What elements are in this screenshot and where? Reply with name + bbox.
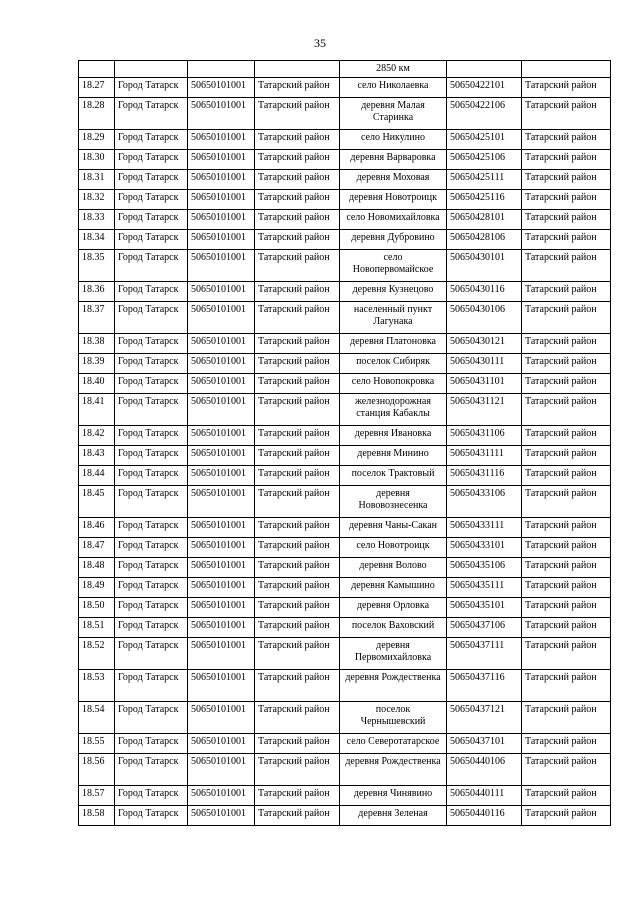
cell-district: Татарский район [255,426,340,446]
cell-city: Город Татарск [115,78,188,98]
page-number: 35 [314,36,326,50]
table-row [79,806,611,826]
cell-region: Татарский район [522,598,611,618]
cell-settlement: населенный пункт Лагунака [340,302,447,334]
cell-code: 50650437116 [447,670,522,702]
cell-district: Татарский район [255,578,340,598]
cell-settlement: село Новопокровка [340,374,447,394]
table-row [79,374,611,394]
table-row [79,786,611,806]
cell-district: Татарский район [255,702,340,734]
cell-oktmo: 50650101001 [188,558,255,578]
cell-settlement: железнодорожная станция Кабаклы [340,394,447,426]
cell-region: Татарский район [522,334,611,354]
cell-settlement: село Новотроицк [340,538,447,558]
cell-oktmo: 50650101001 [188,786,255,806]
table-row-continuation [79,61,611,78]
cell-code: 50650425116 [447,190,522,210]
cell-num: 18.29 [79,130,115,150]
cell-settlement: деревня Камышино [340,578,447,598]
cell-num: 18.37 [79,302,115,334]
cell-num: 18.39 [79,354,115,374]
cell-settlement: деревня Чаны-Сакан [340,518,447,538]
cell-code: 50650431116 [447,466,522,486]
cell-code: 50650435101 [447,598,522,618]
cell-oktmo: 50650101001 [188,638,255,670]
cell-district: Татарский район [255,638,340,670]
cell-city: Город Татарск [115,130,188,150]
cell-code: 50650430121 [447,334,522,354]
cell-code: 50650433106 [447,486,522,518]
table-row [79,670,611,702]
table-row [79,230,611,250]
cell-region: Татарский район [522,302,611,334]
cell-city [115,61,188,78]
cell-code: 50650422101 [447,78,522,98]
cell-district: Татарский район [255,754,340,786]
cell-oktmo: 50650101001 [188,702,255,734]
cell-district: Татарский район [255,558,340,578]
cell-district: Татарский район [255,354,340,374]
table-row [79,538,611,558]
cell-region: Татарский район [522,98,611,130]
cell-num: 18.27 [79,78,115,98]
cell-district [255,61,340,78]
cell-city: Город Татарск [115,354,188,374]
cell-num: 18.31 [79,170,115,190]
cell-city: Город Татарск [115,190,188,210]
cell-district: Татарский район [255,518,340,538]
cell-code: 50650435106 [447,558,522,578]
cell-region: Татарский район [522,754,611,786]
cell-region: Татарский район [522,250,611,282]
cell-oktmo: 50650101001 [188,374,255,394]
cell-code [447,61,522,78]
cell-region: Татарский район [522,786,611,806]
cell-city: Город Татарск [115,170,188,190]
cell-code: 50650425106 [447,150,522,170]
cell-region: Татарский район [522,190,611,210]
cell-code: 50650422106 [447,98,522,130]
cell-code: 50650428106 [447,230,522,250]
cell-oktmo: 50650101001 [188,394,255,426]
cell-region: Татарский район [522,618,611,638]
cell-code: 50650440116 [447,806,522,826]
cell-oktmo: 50650101001 [188,150,255,170]
cell-city: Город Татарск [115,786,188,806]
cell-district: Татарский район [255,538,340,558]
table-row [79,618,611,638]
cell-city: Город Татарск [115,754,188,786]
cell-city: Город Татарск [115,446,188,466]
cell-num: 18.41 [79,394,115,426]
cell-code: 50650437121 [447,702,522,734]
cell-settlement: село Новомихайловка [340,210,447,230]
settlements-table-body [79,61,611,826]
cell-city: Город Татарск [115,558,188,578]
table-row [79,334,611,354]
cell-num: 18.45 [79,486,115,518]
table-row [79,558,611,578]
cell-oktmo: 50650101001 [188,170,255,190]
cell-region: Татарский район [522,466,611,486]
cell-region: Татарский район [522,638,611,670]
cell-city: Город Татарск [115,150,188,170]
cell-region: Татарский район [522,558,611,578]
table-row [79,734,611,754]
cell-num: 18.49 [79,578,115,598]
cell-num [79,61,115,78]
cell-region: Татарский район [522,806,611,826]
cell-settlement: деревня Моховая [340,170,447,190]
cell-oktmo: 50650101001 [188,754,255,786]
table-row [79,466,611,486]
settlements-table [78,60,611,826]
cell-city: Город Татарск [115,210,188,230]
cell-oktmo: 50650101001 [188,230,255,250]
cell-district: Татарский район [255,486,340,518]
table-row [79,78,611,98]
cell-district: Татарский район [255,190,340,210]
cell-region: Татарский район [522,670,611,702]
cell-num: 18.33 [79,210,115,230]
cell-city: Город Татарск [115,230,188,250]
cell-oktmo: 50650101001 [188,334,255,354]
cell-oktmo: 50650101001 [188,78,255,98]
cell-settlement: село Никулино [340,130,447,150]
cell-oktmo: 50650101001 [188,446,255,466]
cell-code: 50650431106 [447,426,522,446]
cell-code: 50650430111 [447,354,522,374]
cell-code: 50650431101 [447,374,522,394]
cell-num: 18.44 [79,466,115,486]
cell-num: 18.35 [79,250,115,282]
cell-city: Город Татарск [115,282,188,302]
table-row [79,98,611,130]
cell-oktmo: 50650101001 [188,302,255,334]
cell-num: 18.58 [79,806,115,826]
cell-oktmo: 50650101001 [188,354,255,374]
cell-settlement: деревня Новотроицк [340,190,447,210]
cell-city: Город Татарск [115,250,188,282]
cell-district: Татарский район [255,250,340,282]
cell-district: Татарский район [255,446,340,466]
cell-region: Татарский район [522,130,611,150]
cell-district: Татарский район [255,806,340,826]
cell-settlement: село Николаевка [340,78,447,98]
cell-code: 50650430116 [447,282,522,302]
cell-oktmo: 50650101001 [188,486,255,518]
cell-settlement: поселок Трактовый [340,466,447,486]
cell-num: 18.55 [79,734,115,754]
cell-num: 18.53 [79,670,115,702]
table-row [79,282,611,302]
cell-oktmo: 50650101001 [188,282,255,302]
table-row [79,150,611,170]
table-row [79,598,611,618]
cell-district: Татарский район [255,394,340,426]
table-row [79,426,611,446]
cell-region: Татарский район [522,734,611,754]
cell-city: Город Татарск [115,578,188,598]
cell-settlement: деревня Орловка [340,598,447,618]
cell-region: Татарский район [522,354,611,374]
cell-settlement: деревня Нововознесенка [340,486,447,518]
cell-district: Татарский район [255,302,340,334]
cell-city: Город Татарск [115,806,188,826]
cell-region: Татарский район [522,446,611,466]
cell-oktmo: 50650101001 [188,130,255,150]
cell-city: Город Татарск [115,618,188,638]
cell-region: Татарский район [522,374,611,394]
table-row [79,130,611,150]
cell-num: 18.40 [79,374,115,394]
cell-settlement: деревня Волово [340,558,447,578]
cell-oktmo: 50650101001 [188,598,255,618]
table-row [79,578,611,598]
table-row [79,702,611,734]
table-row [79,486,611,518]
cell-code: 50650433101 [447,538,522,558]
cell-region: Татарский район [522,282,611,302]
cell-district: Татарский район [255,466,340,486]
cell-num: 18.34 [79,230,115,250]
cell-city: Город Татарск [115,702,188,734]
cell-oktmo: 50650101001 [188,670,255,702]
cell-num: 18.47 [79,538,115,558]
cell-code: 50650431111 [447,446,522,466]
cell-num: 18.50 [79,598,115,618]
table-row [79,250,611,282]
cell-oktmo [188,61,255,78]
cell-settlement: деревня Чинявино [340,786,447,806]
cell-city: Город Татарск [115,466,188,486]
cell-settlement: деревня Рождественка [340,670,447,702]
cell-region: Татарский район [522,486,611,518]
cell-num: 18.32 [79,190,115,210]
cell-oktmo: 50650101001 [188,98,255,130]
cell-region: Татарский район [522,538,611,558]
cell-num: 18.51 [79,618,115,638]
cell-num: 18.52 [79,638,115,670]
cell-district: Татарский район [255,98,340,130]
cell-region: Татарский район [522,150,611,170]
cell-district: Татарский район [255,334,340,354]
cell-code: 50650431121 [447,394,522,426]
cell-settlement: деревня Рождественка [340,754,447,786]
cell-city: Город Татарск [115,98,188,130]
cell-city: Город Татарск [115,302,188,334]
cell-code: 50650425111 [447,170,522,190]
cell-num: 18.56 [79,754,115,786]
cell-district: Татарский район [255,618,340,638]
cell-settlement: 2850 км [340,61,447,78]
cell-oktmo: 50650101001 [188,538,255,558]
cell-district: Татарский район [255,210,340,230]
cell-oktmo: 50650101001 [188,426,255,446]
cell-district: Татарский район [255,374,340,394]
cell-settlement: село Новопервомайское [340,250,447,282]
cell-code: 50650430106 [447,302,522,334]
table-row [79,302,611,334]
cell-settlement: деревня Минино [340,446,447,466]
cell-oktmo: 50650101001 [188,578,255,598]
cell-settlement: деревня Малая Старинка [340,98,447,130]
cell-code: 50650437101 [447,734,522,754]
cell-settlement: деревня Варваровка [340,150,447,170]
cell-district: Татарский район [255,282,340,302]
cell-city: Город Татарск [115,334,188,354]
cell-num: 18.57 [79,786,115,806]
cell-oktmo: 50650101001 [188,806,255,826]
cell-city: Город Татарск [115,486,188,518]
cell-district: Татарский район [255,786,340,806]
cell-num: 18.38 [79,334,115,354]
table-row [79,754,611,786]
cell-district: Татарский район [255,598,340,618]
cell-settlement: поселок Ваховский [340,618,447,638]
cell-code: 50650428101 [447,210,522,230]
cell-region: Татарский район [522,578,611,598]
cell-code: 50650437111 [447,638,522,670]
cell-district: Татарский район [255,130,340,150]
cell-oktmo: 50650101001 [188,518,255,538]
cell-code: 50650430101 [447,250,522,282]
cell-city: Город Татарск [115,670,188,702]
cell-region: Татарский район [522,702,611,734]
cell-region: Татарский район [522,78,611,98]
cell-num: 18.48 [79,558,115,578]
cell-region: Татарский район [522,230,611,250]
cell-region: Татарский район [522,426,611,446]
cell-num: 18.54 [79,702,115,734]
cell-code: 50650440106 [447,754,522,786]
cell-region: Татарский район [522,394,611,426]
cell-oktmo: 50650101001 [188,190,255,210]
cell-city: Город Татарск [115,538,188,558]
cell-city: Город Татарск [115,426,188,446]
cell-oktmo: 50650101001 [188,618,255,638]
cell-settlement: деревня Кузнецово [340,282,447,302]
cell-code: 50650425101 [447,130,522,150]
cell-region: Татарский район [522,518,611,538]
cell-settlement: деревня Зеленая [340,806,447,826]
cell-code: 50650437106 [447,618,522,638]
table-row [79,446,611,466]
cell-city: Город Татарск [115,518,188,538]
cell-settlement: деревня Ивановка [340,426,447,446]
table-row [79,518,611,538]
cell-num: 18.46 [79,518,115,538]
cell-num: 18.36 [79,282,115,302]
cell-oktmo: 50650101001 [188,250,255,282]
cell-city: Город Татарск [115,734,188,754]
cell-district: Татарский район [255,670,340,702]
cell-district: Татарский район [255,734,340,754]
cell-city: Город Татарск [115,394,188,426]
cell-settlement: поселок Чернышевский [340,702,447,734]
cell-num: 18.28 [79,98,115,130]
cell-settlement: деревня Платоновка [340,334,447,354]
cell-region: Татарский район [522,170,611,190]
cell-settlement: деревня Дубровино [340,230,447,250]
cell-district: Татарский район [255,150,340,170]
cell-oktmo: 50650101001 [188,466,255,486]
cell-district: Татарский район [255,230,340,250]
cell-code: 50650440111 [447,786,522,806]
cell-city: Город Татарск [115,638,188,670]
table-row [79,210,611,230]
cell-code: 50650433111 [447,518,522,538]
cell-district: Татарский район [255,170,340,190]
cell-oktmo: 50650101001 [188,210,255,230]
cell-num: 18.30 [79,150,115,170]
cell-region [522,61,611,78]
cell-settlement: поселок Сибиряк [340,354,447,374]
cell-city: Город Татарск [115,374,188,394]
cell-settlement: деревня Первомихайловка [340,638,447,670]
cell-code: 50650435111 [447,578,522,598]
cell-region: Татарский район [522,210,611,230]
cell-num: 18.42 [79,426,115,446]
table-row [79,354,611,374]
table-row [79,638,611,670]
cell-oktmo: 50650101001 [188,734,255,754]
cell-district: Татарский район [255,78,340,98]
table-row [79,170,611,190]
cell-settlement: село Северотатарское [340,734,447,754]
cell-num: 18.43 [79,446,115,466]
table-row [79,394,611,426]
table-row [79,190,611,210]
cell-city: Город Татарск [115,598,188,618]
